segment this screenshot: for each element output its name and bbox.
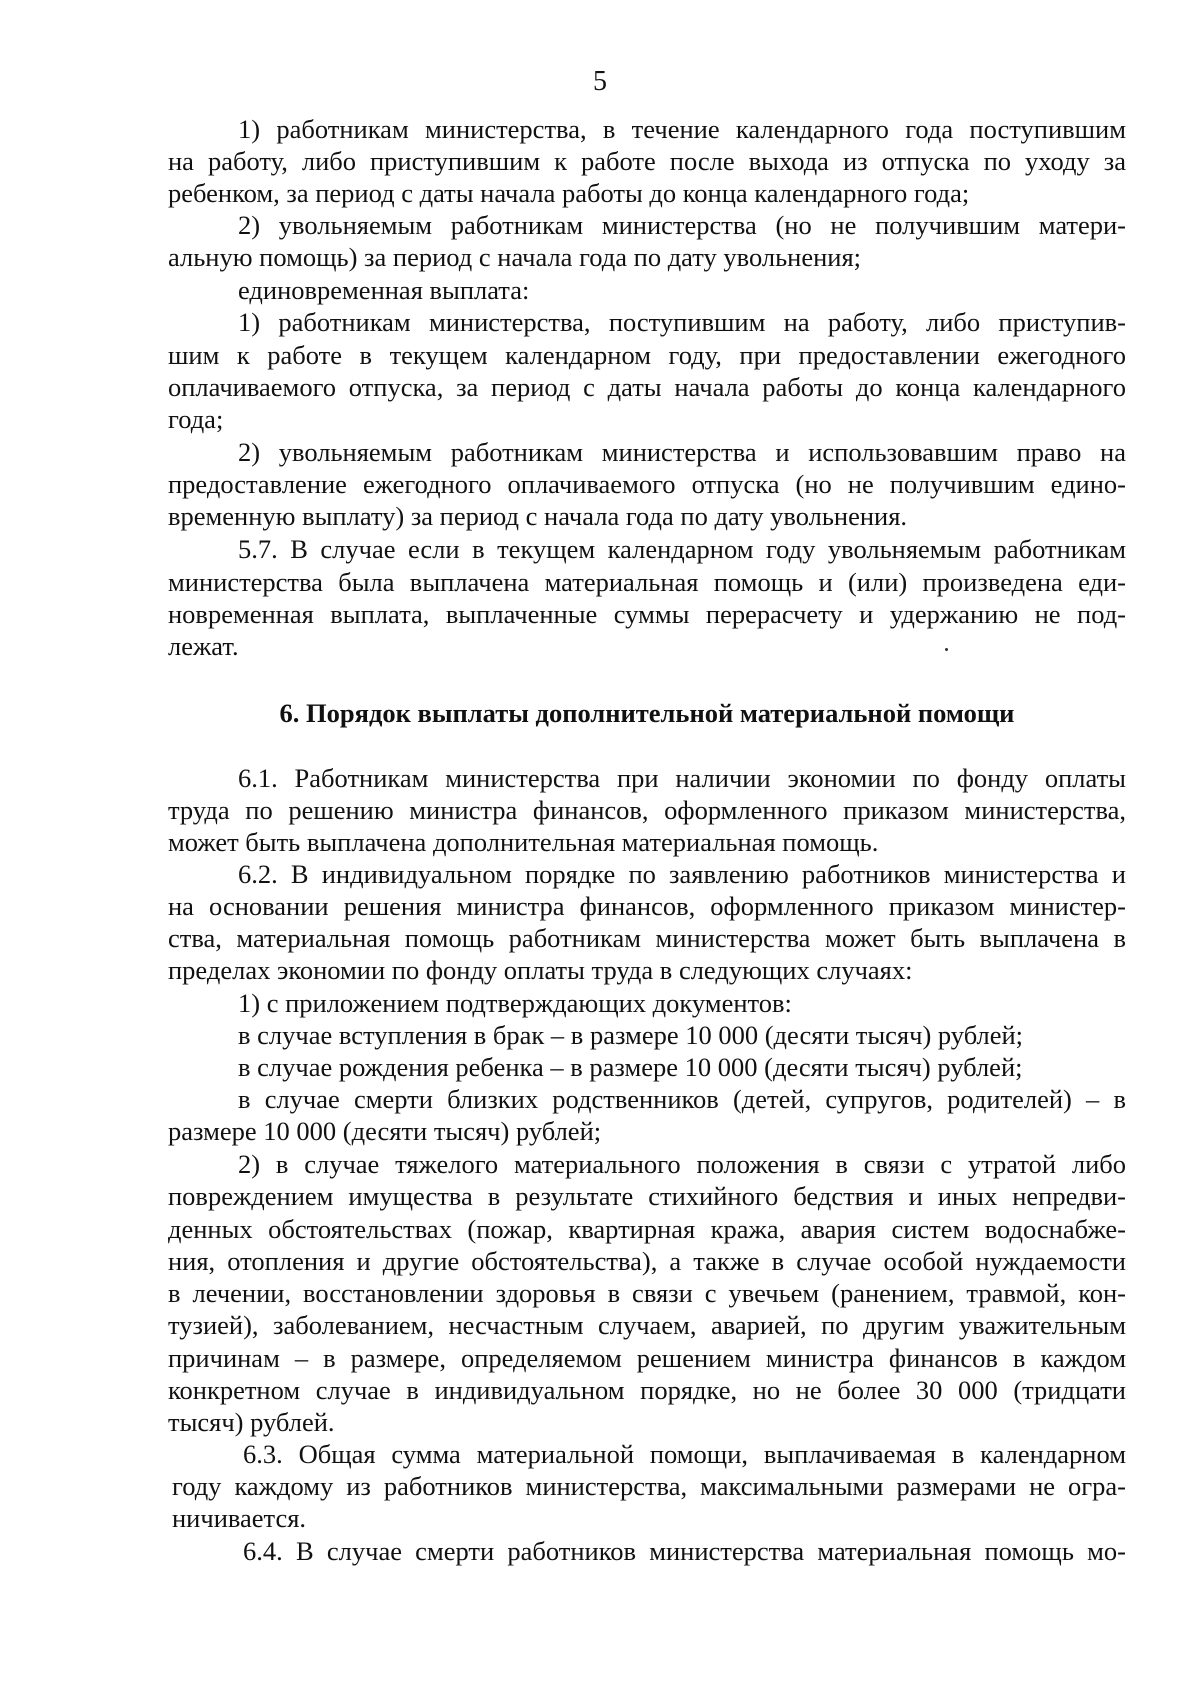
text-line: 6.3. Общая сумма материальной помощи, выплачиваемая в календарном: [243, 1439, 1126, 1469]
text-line: причинам – в размере, определяемом решением министра финансов в каждом: [168, 1343, 1126, 1373]
text-line: 1) работникам министерства, в течение календарного года поступившим: [238, 114, 1126, 144]
text-line: труда по решению министра финансов, оформленного приказом министерства,: [168, 795, 1126, 825]
text-line: может быть выплачена дополнительная материальная помощь.: [168, 827, 879, 857]
text-line: лежат.: [168, 631, 239, 661]
scan-speck: [945, 648, 948, 651]
text-line: конкретном случае в индивидуальном порядке, но не более 30 000 (тридцати: [168, 1375, 1126, 1405]
text-line: году каждому из работников министерства, максимальными размерами не огра-: [172, 1471, 1126, 1501]
text-line: ства, материальная помощь работникам министерства может быть выплачена в: [168, 923, 1126, 953]
text-line: министерства была выплачена материальная помощь и (или) произведена еди-: [168, 567, 1126, 597]
text-line: ния, отопления и другие обстоятельства), а также в случае особой нуждаемости: [168, 1246, 1126, 1276]
text-line: тысяч) рублей.: [168, 1407, 335, 1437]
text-line: денных обстоятельствах (пожар, квартирная кража, авария систем водоснабже-: [168, 1214, 1126, 1244]
text-line: 2) увольняемым работникам министерства и использовавшим право на: [238, 437, 1126, 467]
text-line: 2) увольняемым работникам министерства (но не получившим матери-: [238, 210, 1126, 240]
text-line: единовременная выплата:: [238, 275, 530, 305]
text-line: в случае рождения ребенка – в размере 10 000 (десяти тысяч) рублей;: [238, 1052, 1023, 1082]
text-line: на работу, либо приступившим к работе после выхода из отпуска по уходу за: [168, 146, 1126, 176]
text-line: пределах экономии по фонду оплаты труда в следующих случаях:: [168, 955, 913, 985]
text-line: 5.7. В случае если в текущем календарном году увольняемым работникам: [238, 534, 1126, 564]
text-line: в случае смерти близких родственников (детей, супругов, родителей) – в: [238, 1084, 1126, 1114]
section-heading: 6. Порядок выплаты дополнительной материальной помощи: [279, 698, 1015, 728]
text-line: альную помощь) за период с начала года по дату увольнения;: [168, 242, 862, 272]
page-number: 5: [593, 66, 607, 97]
text-line: шим к работе в текущем календарном году, при предоставлении ежегодного: [168, 340, 1126, 370]
text-line: размере 10 000 (десяти тысяч) рублей;: [168, 1116, 602, 1146]
text-line: 6.2. В индивидуальном порядке по заявлению работников министерства и: [238, 859, 1126, 889]
text-line: в случае вступления в брак – в размере 10 000 (десяти тысяч) рублей;: [238, 1020, 1024, 1050]
text-line: на основании решения министра финансов, оформленного приказом министер-: [168, 891, 1126, 921]
text-line: повреждением имущества в результате стихийного бедствия и иных непредви-: [168, 1181, 1126, 1211]
text-line: 6.1. Работникам министерства при наличии экономии по фонду оплаты: [238, 763, 1126, 793]
text-line: ребенком, за период с даты начала работы до конца календарного года;: [168, 178, 970, 208]
text-line: оплачиваемого отпуска, за период с даты начала работы до конца календарного: [168, 372, 1126, 402]
text-line: 6.4. В случае смерти работников министерства материальная помощь мо-: [243, 1536, 1126, 1566]
text-line: новременная выплата, выплаченные суммы перерасчету и удержанию не под-: [168, 599, 1126, 629]
text-line: тузией), заболеванием, несчастным случаем, аварией, по другим уважительным: [168, 1310, 1126, 1340]
text-line: 2) в случае тяжелого материального положения в связи с утратой либо: [238, 1149, 1126, 1179]
text-line: 1) с приложением подтверждающих документов:: [238, 988, 792, 1018]
text-line: предоставление ежегодного оплачиваемого отпуска (но не получившим едино-: [168, 469, 1126, 499]
text-line: в лечении, восстановлении здоровья в связи с увечьем (ранением, травмой, кон-: [168, 1278, 1126, 1308]
text-line: временную выплату) за период с начала года по дату увольнения.: [168, 501, 908, 531]
text-line: ничивается.: [172, 1503, 307, 1533]
text-line: года;: [168, 404, 224, 434]
text-line: 1) работникам министерства, поступившим на работу, либо приступив-: [238, 307, 1126, 337]
